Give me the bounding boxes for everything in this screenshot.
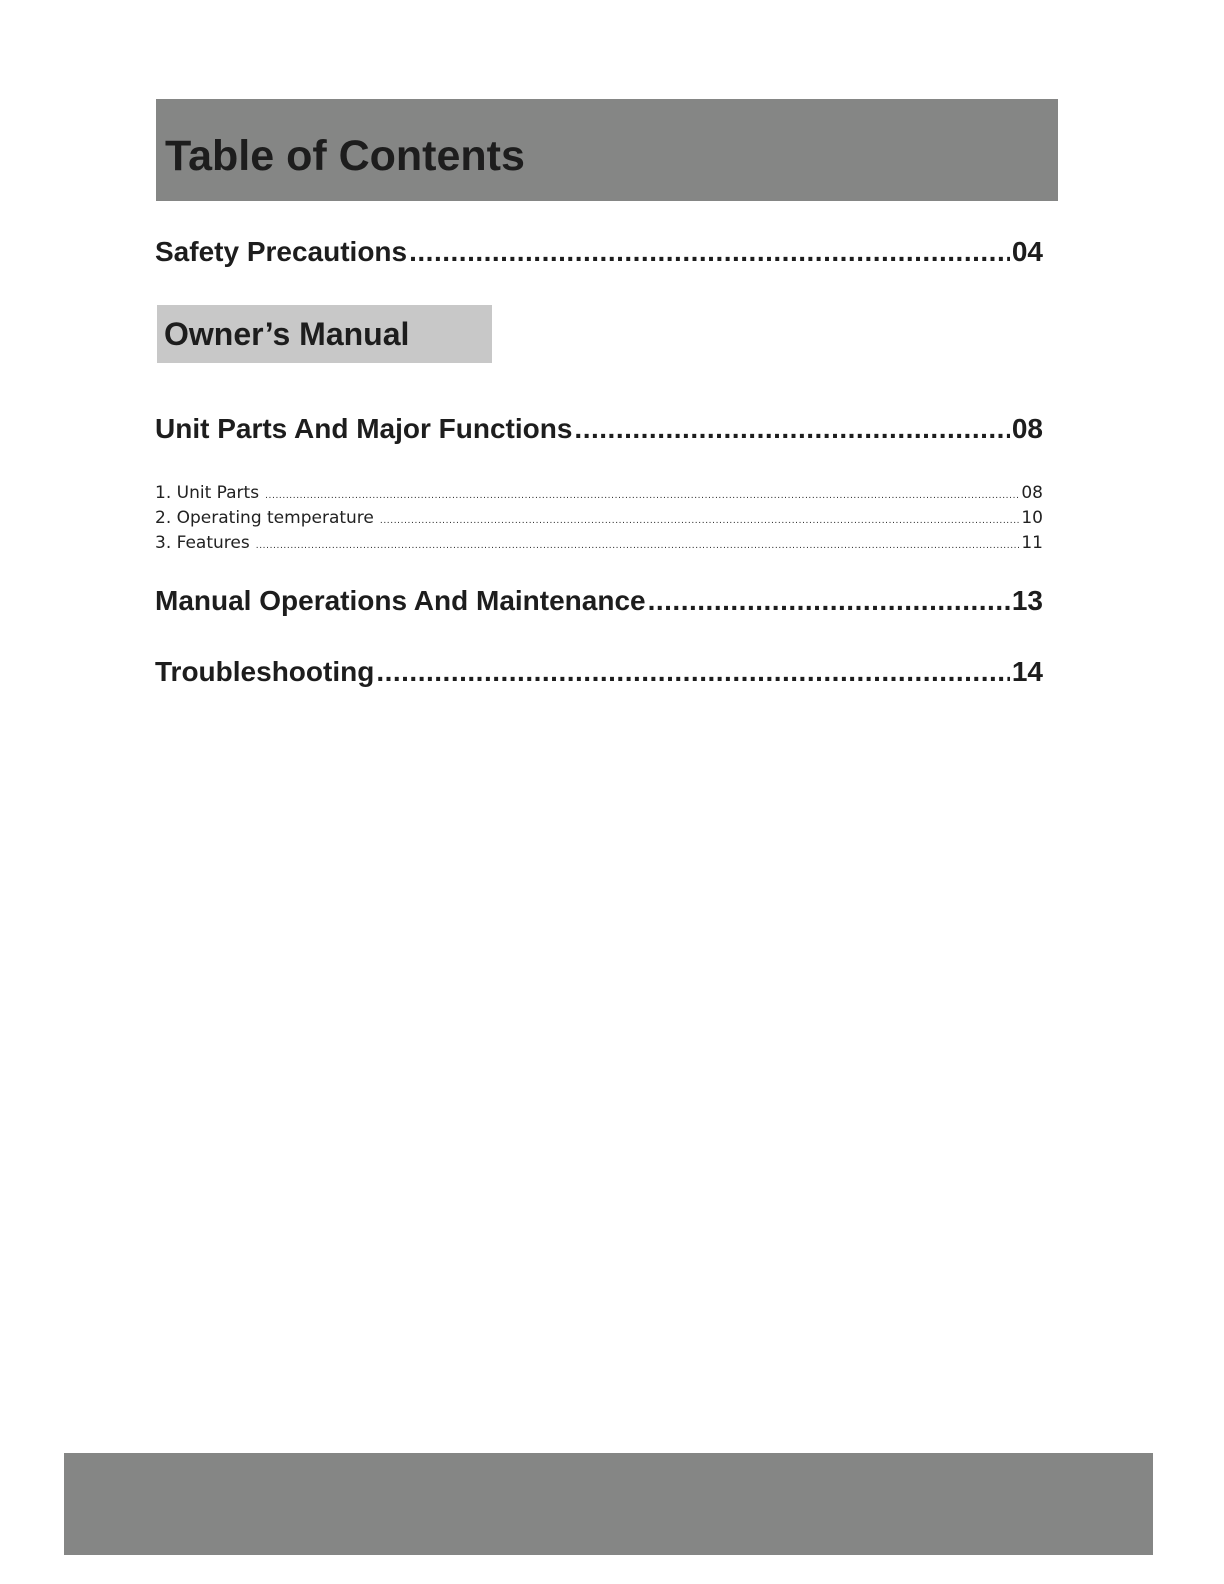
toc-subentry-label: 3. Features bbox=[155, 533, 250, 553]
dot-leader bbox=[265, 485, 1019, 507]
toc-subentry-label: 1. Unit Parts bbox=[155, 483, 260, 503]
toc-entry-page: 13 bbox=[1011, 585, 1043, 616]
page-title: Table of Contents bbox=[165, 132, 525, 180]
toc-entry-safety-precautions[interactable] bbox=[155, 235, 1043, 269]
toc-entry-page: 14 bbox=[1011, 656, 1043, 687]
dot-leader bbox=[256, 535, 1020, 557]
section-banner bbox=[157, 305, 492, 363]
dot-leader bbox=[380, 510, 1019, 532]
toc-subentry-page: 11 bbox=[1021, 533, 1043, 553]
footer-banner bbox=[64, 1453, 1153, 1555]
toc-entry-label: Safety Precautions bbox=[155, 236, 408, 267]
toc-entry-unit-parts-and-major-functions[interactable] bbox=[155, 412, 1043, 446]
toc-subentry-unit-parts[interactable] bbox=[155, 482, 1043, 507]
dot-leader bbox=[574, 412, 1009, 446]
toc-entry-manual-operations-and-maintenance[interactable] bbox=[155, 584, 1043, 618]
toc-entry-troubleshooting[interactable] bbox=[155, 655, 1043, 689]
section-title: Owner’s Manual bbox=[164, 316, 410, 352]
toc-subentry-page: 08 bbox=[1021, 483, 1043, 503]
toc-subentry-label: 2. Operating temperature bbox=[155, 508, 374, 528]
toc-subentry-features[interactable] bbox=[155, 532, 1043, 557]
toc-entry-label: Manual Operations And Maintenance bbox=[155, 585, 646, 616]
title-banner bbox=[156, 99, 1058, 201]
toc-subentry-page: 10 bbox=[1021, 508, 1043, 528]
dot-leader bbox=[376, 655, 1010, 689]
toc-entry-page: 04 bbox=[1011, 236, 1043, 267]
toc-subentry-operating-temperature[interactable] bbox=[155, 507, 1043, 532]
toc-entry-label: Unit Parts And Major Functions bbox=[155, 413, 573, 444]
dot-leader bbox=[409, 235, 1010, 269]
toc-entry-label: Troubleshooting bbox=[155, 656, 375, 687]
toc-entry-page: 08 bbox=[1011, 413, 1043, 444]
dot-leader bbox=[648, 584, 1010, 618]
